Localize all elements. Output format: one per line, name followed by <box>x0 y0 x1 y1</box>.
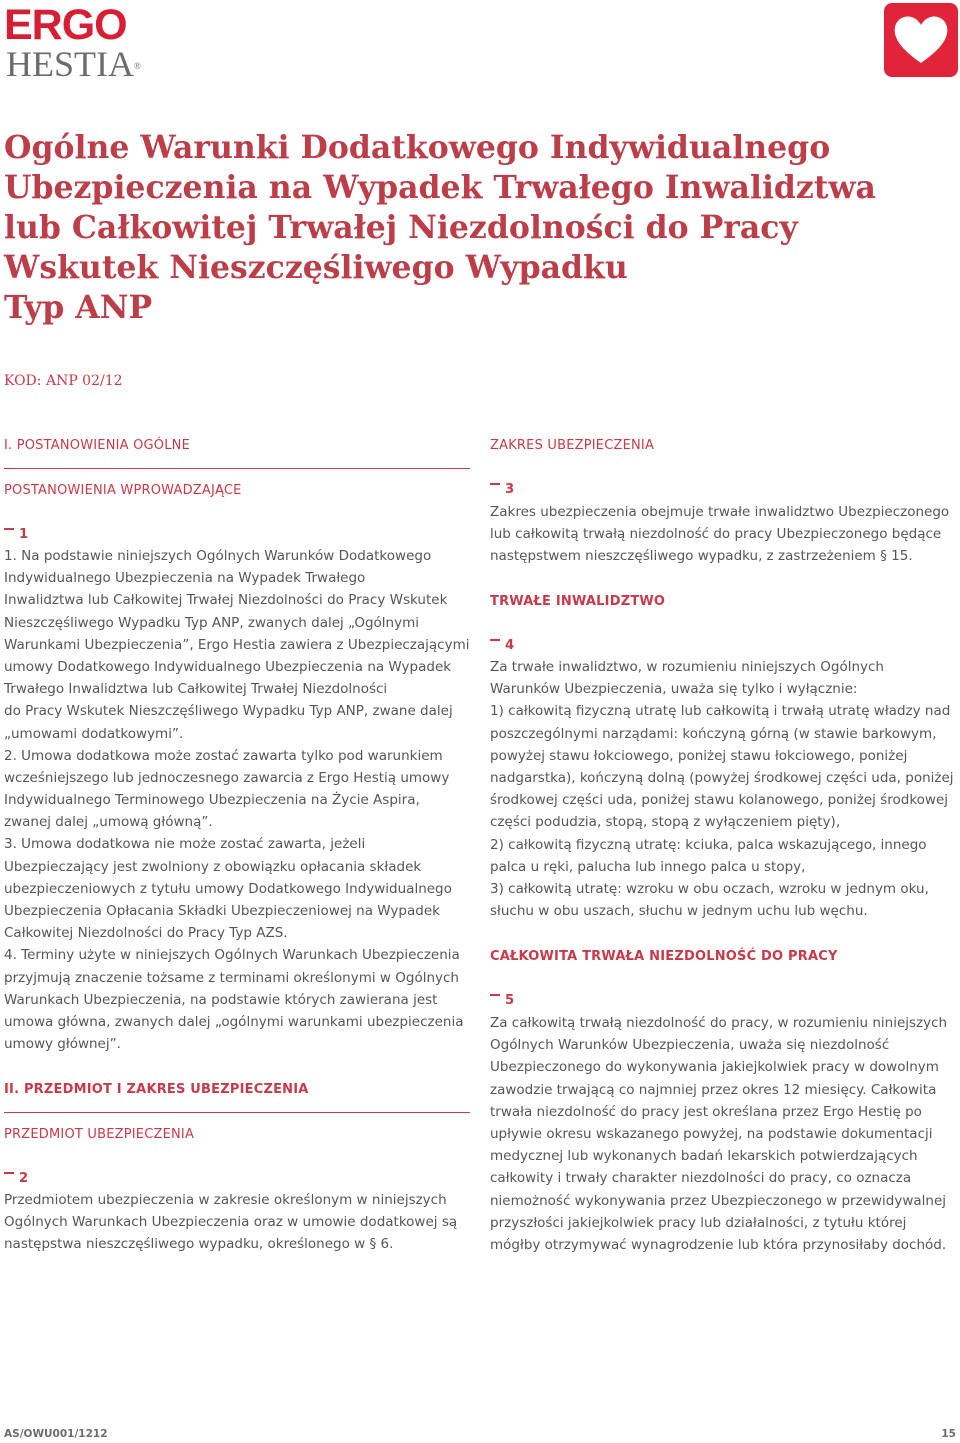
page-number: 15 <box>941 1428 956 1440</box>
paragraph-number-1: 1 <box>4 527 28 542</box>
paragraph-1-text: 1. Na podstawie niniejszych Ogólnych Warunków Dodatkowego Indywidualnego Ubezpieczenia na Wypadek Trwałego Inwalidztwa lub Całkowitej Trwałej Niezdolności do Pracy Wskutek Nieszczęśliwego Wypadku Typ ANP, zwanych dalej „Ogólnymi Warunkami Ubezpieczenia”, Ergo Hestia zawiera z Ubezpieczającymi umowy Dodatkowego Indywidualnego Ubezpieczenia na Wypadek Trwałego Inwalidztwa lub Całkowitej Trwałej Niezdolności do Pracy Wskutek Nieszczęśliwego Wypadku Typ ANP, zwane dalej „umowami dodatkowymi”. 2. Umowa dodatkowa może zostać zawarta tylko pod warunkiem wcześniejszego lub jednoczesnego zawarcia z Ergo Hestią umowy Indywidualnego Terminowego Ubezpieczenia na Życie Aspira, zwanej dalej „umową główną”. 3. Umowa dodatkowa nie może zostać zawarta, jeżeli Ubezpieczający jest zwolniony z obowiązku opłacania składek ubezpieczeniowych z tytułu umowy Dodatkowego Indywidualnego Ubezpieczenia Opłacania Składki Ubezpieczeniowej na Wypadek Całkowitej Niezdolności do Pracy Typ AZS. 4. Terminy użyte w niniejszych Ogólnych Warunkach Ubezpieczenia przyjmują znaczenie tożsame z terminami określonymi w Ogólnych Warunkach Ubezpieczenia, na podstawie których zawierana jest umowa główna, zwanych dalej „ogólnymi warunkami ubezpieczenia umowy głównej”. <box>4 548 470 1053</box>
paragraph-mark-icon <box>4 1172 14 1184</box>
section-divider <box>4 1112 470 1113</box>
heart-icon <box>884 3 958 77</box>
section-heading-general: I. POSTANOWIENIA OGÓLNE <box>4 438 191 453</box>
paragraph-mark-icon <box>490 639 500 651</box>
title-line: Typ ANP <box>4 289 153 326</box>
paragraph-3-text: Zakres ubezpieczenia obejmuje trwałe inwalidztwo Ubezpieczonego lub całkowitą trwałą niezdolność do pracy Ubezpieczonego będące następstwem nieszczęśliwego wypadku, z zastrzeżeniem § 15. <box>490 504 950 565</box>
ergo-hestia-logo <box>4 2 144 82</box>
paragraph-2-text: Przedmiotem ubezpieczenia w zakresie określonym w niniejszych Ogólnych Warunkach Ubezpieczenia oraz w umowie dodatkowej są następstwa nieszczęśliwego wypadku, określonego w § 6. <box>4 1192 458 1253</box>
subsection-heading-permanent-disability: TRWAŁE INWALIDZTWO <box>490 594 666 609</box>
paragraph-number-4: 4 <box>490 638 514 653</box>
subsection-heading-coverage: ZAKRES UBEZPIECZENIA <box>490 438 655 453</box>
logo-hestia-text: HESTIA® <box>6 44 141 84</box>
section-heading-scope: II. PRZEDMIOT I ZAKRES UBEZPIECZENIA <box>4 1082 309 1097</box>
title-line: Ubezpieczenia na Wypadek Trwałego Inwalidztwa <box>4 169 876 206</box>
document-title <box>4 128 944 328</box>
section-divider <box>4 468 470 469</box>
paragraph-number-3: 3 <box>490 482 514 497</box>
title-line: Wskutek Nieszczęśliwego Wypadku <box>4 249 628 286</box>
paragraph-5-text: Za całkowitą trwałą niezdolność do pracy, w rozumieniu niniejszych Ogólnych Warunków Ubezpieczenia, uważa się niezdolność Ubezpieczonego do wykonywania jakiejkolwiek pracy w dowolnym zawodzie trwającą co najmniej przez okres 12 miesięcy. Całkowita trwała niezdolność do pracy jest określana przez Ergo Hestię po upływie okresu wskazanego powyżej, na podstawie dokumentacji medycznej lub wykonanych badań lekarskich potwierdzających całkowity i trwały charakter niezdolności do pracy, co oznacza niemożność wykonywania przez Ubezpieczonego w przewidywalnej przyszłości jakiejkolwiek pracy lub działalności, z tytułu której mógłby otrzymywać wynagrodzenie lub która przynosiłaby dochód. <box>490 1015 948 1253</box>
document-code: KOD: ANP 02/12 <box>4 373 123 389</box>
paragraph-4-text: Za trwałe inwalidztwo, w rozumieniu niniejszych Ogólnych Warunków Ubezpieczenia, uważa się tylko i wyłącznie: 1) całkowitą fizyczną utratę lub całkowitą i trwałą utratę władzy nad poszczególnymi narządami: kończyną górną (w stawie barkowym, powyżej stawu łokciowego, poniżej stawu łokciowego, poniżej nadgarstka), kończyną dolną (powyżej środkowej części uda, poniżej środkowej części uda, poniżej stawu kolanowego, poniżej środkowej części podudzia, stopą, stopą z wyłączeniem pięty), 2) całkowitą fizyczną utratę: kciuka, palca wskazującego, innego palca u ręki, palucha lub innego palca u stopy, 3) całkowitą utratę: wzroku w obu oczach, wzroku w jednym oku, słuchu w obu uszach, słuchu w jednym uchu lub węchu. <box>490 659 954 920</box>
paragraph-mark-icon <box>490 994 500 1006</box>
paragraph-mark-icon <box>490 483 500 495</box>
paragraph-number-5: 5 <box>490 993 514 1008</box>
footer-document-code: AS/OWU001/1212 <box>4 1428 108 1440</box>
title-line: lub Całkowitej Trwałej Niezdolności do Pracy <box>4 209 798 246</box>
subsection-heading-subject: PRZEDMIOT UBEZPIECZENIA <box>4 1127 195 1142</box>
title-line: Ogólne Warunki Dodatkowego Indywidualnego <box>4 129 831 166</box>
subsection-heading-intro: POSTANOWIENIA WPROWADZAJĄCE <box>4 483 242 498</box>
subsection-heading-incapacity: CAŁKOWITA TRWAŁA NIEZDOLNOŚĆ DO PRACY <box>490 949 838 964</box>
paragraph-mark-icon <box>4 528 14 540</box>
logo-ergo-text: ERGO <box>4 1 127 49</box>
paragraph-number-2: 2 <box>4 1171 28 1186</box>
